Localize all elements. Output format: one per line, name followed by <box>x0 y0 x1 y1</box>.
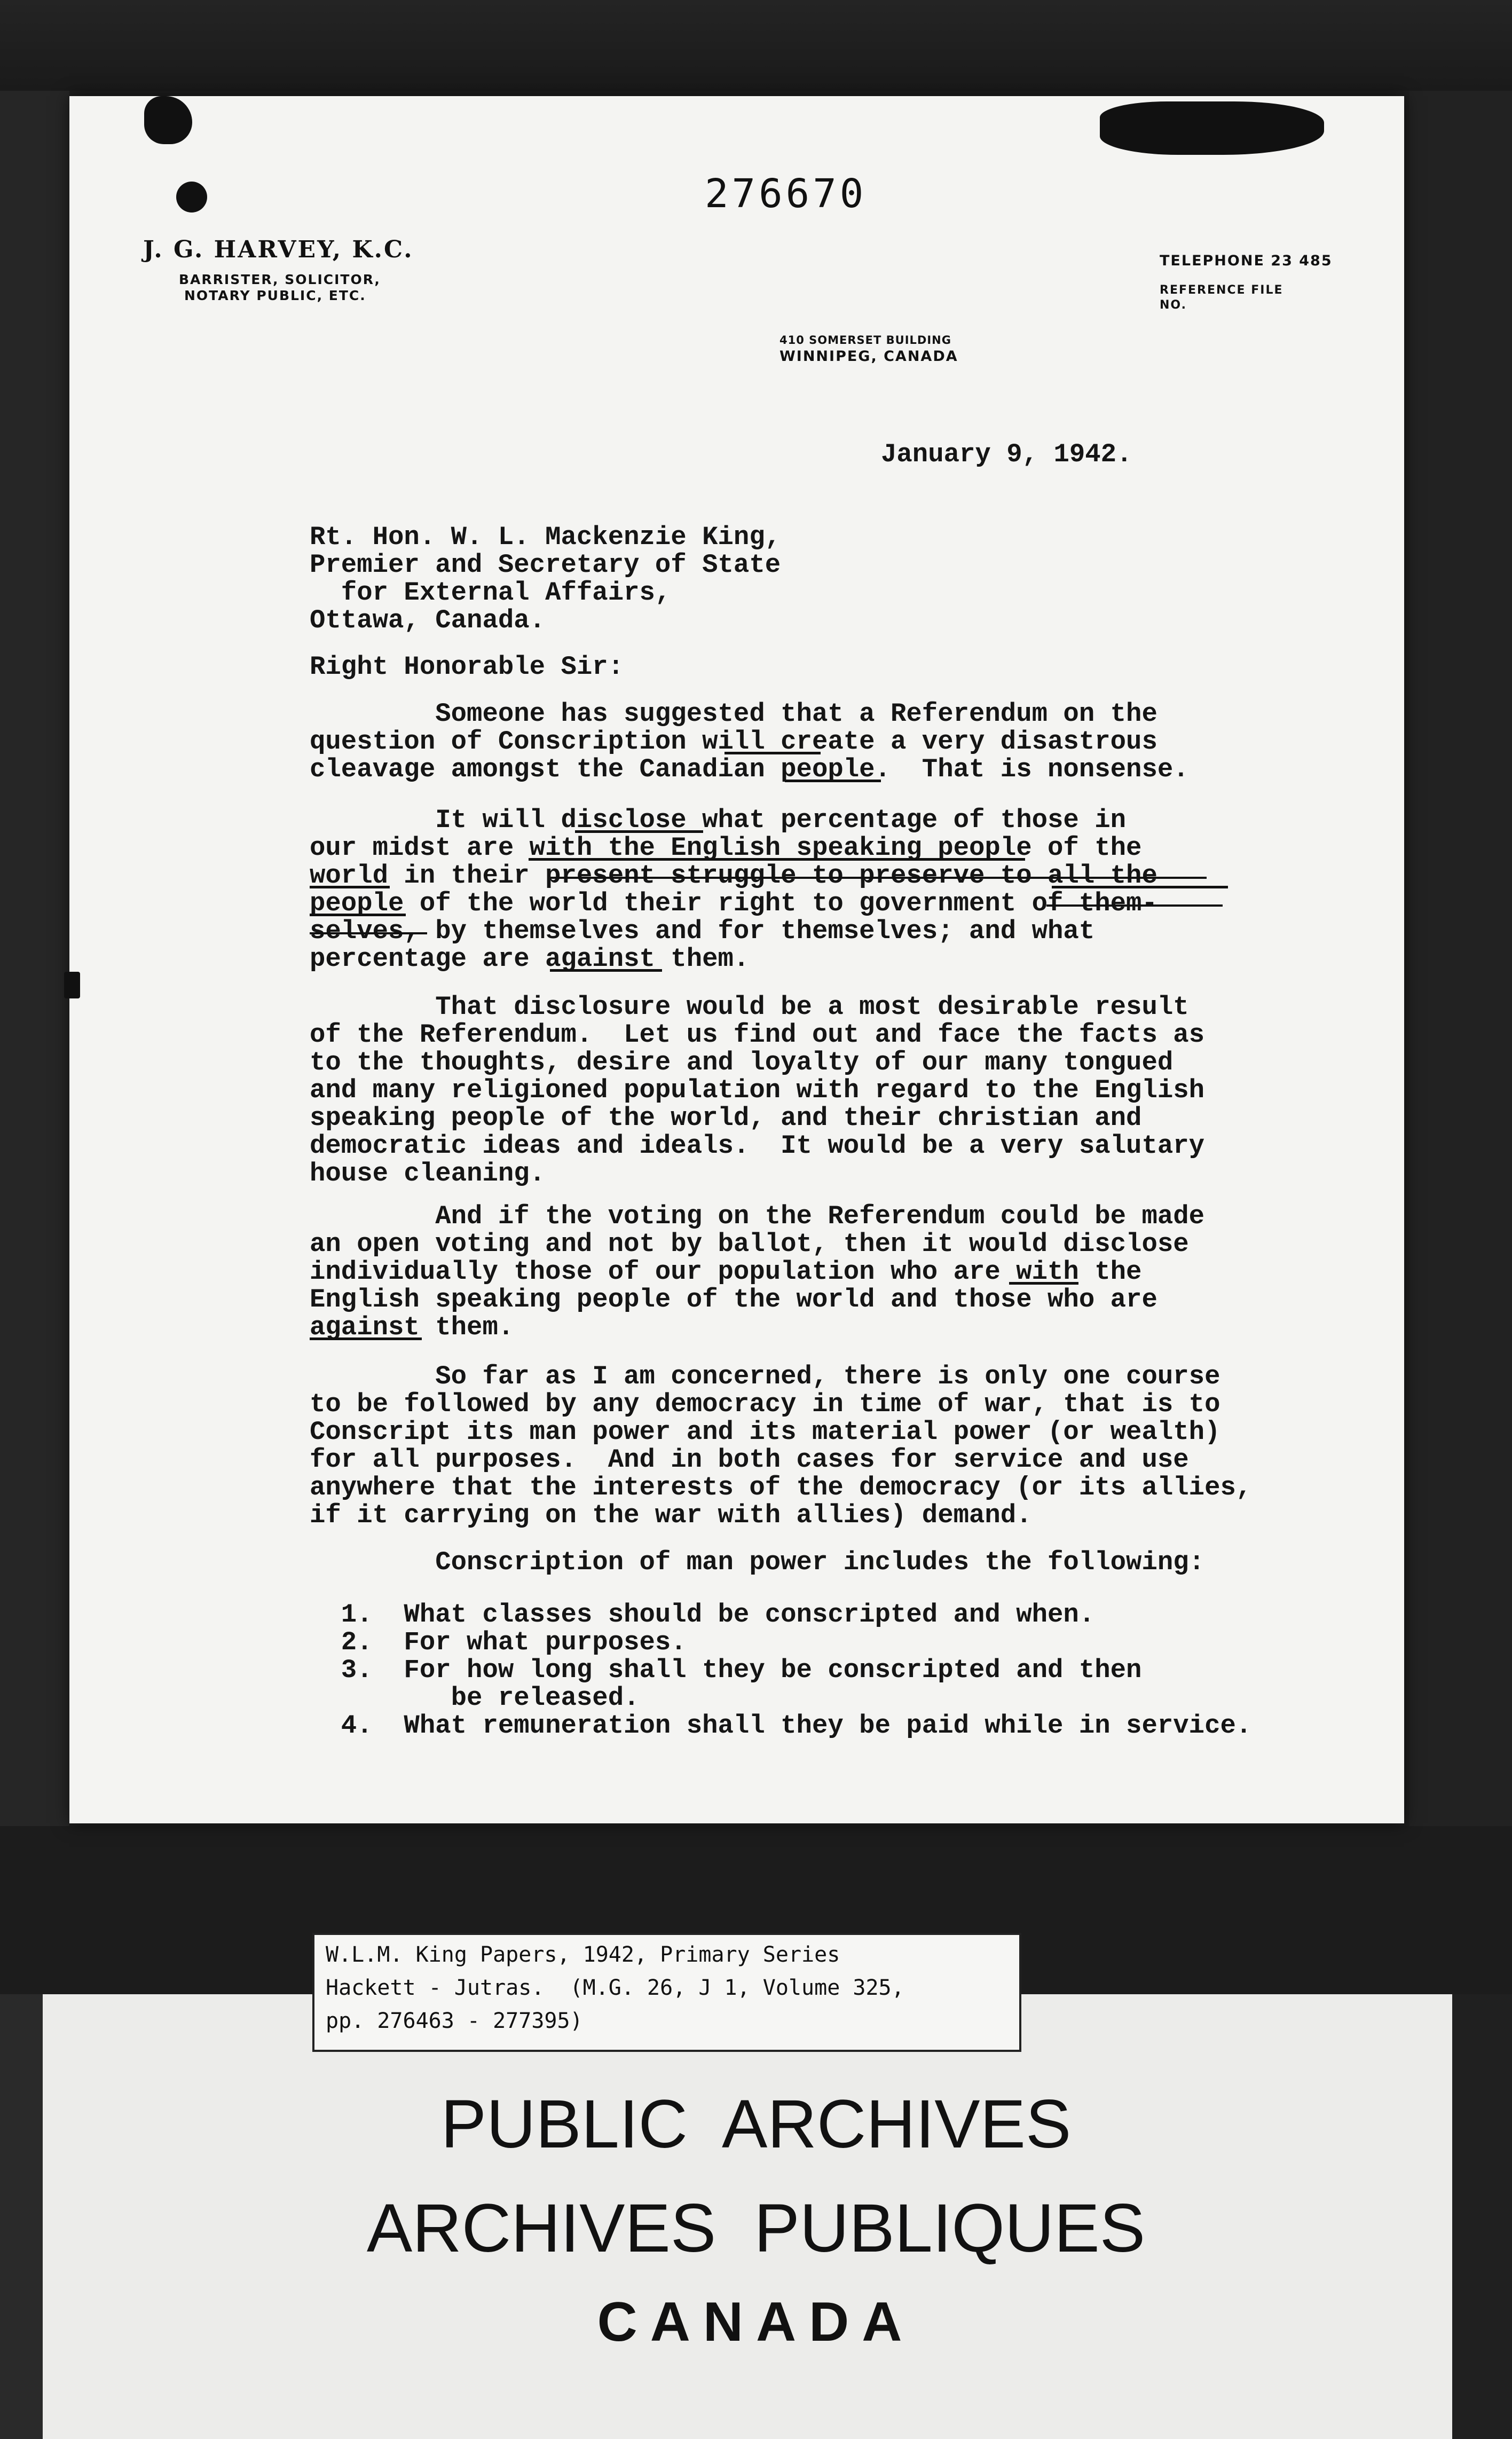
underline-mark <box>310 886 390 888</box>
letterhead-reference-no: NO. <box>1160 298 1187 312</box>
underline-mark <box>529 858 1025 861</box>
body-line: selves, by themselves and for themselves; and what <box>310 916 1095 946</box>
body-line: house cleaning. <box>310 1159 546 1189</box>
underline-mark <box>310 1337 422 1340</box>
strike-mark <box>1046 904 1223 907</box>
body-line: question of Conscription will create a very disastrous <box>310 727 1157 757</box>
ink-blot <box>1100 101 1324 155</box>
recipient-line: Ottawa, Canada. <box>310 605 546 635</box>
underline-mark <box>550 969 662 972</box>
document-number-stamp: 276670 <box>705 171 867 217</box>
list-item: 2. For what purposes. <box>310 1627 687 1657</box>
archive-reference-line: pp. 276463 - 277395) <box>326 2009 583 2033</box>
body-line: if it carrying on the war with allies) demand. <box>310 1500 1032 1530</box>
body-line: It will disclose what percentage of those in <box>310 805 1127 835</box>
body-line: cleavage amongst the Canadian people. That is nonsense. <box>310 754 1189 784</box>
letterhead-role: BARRISTER, SOLICITOR, <box>179 272 381 287</box>
body-line: And if the voting on the Referendum could be made <box>310 1201 1205 1231</box>
body-line: English speaking people of the world and those who are <box>310 1285 1157 1315</box>
body-line: an open voting and not by ballot, then it would disclose <box>310 1229 1189 1259</box>
punch-hole <box>176 182 207 213</box>
scan-frame-top <box>0 0 1512 91</box>
body-line: So far as I am concerned, there is only one course <box>310 1362 1220 1391</box>
body-line: world in their present struggle to preserve to all the <box>310 861 1157 891</box>
letter-page <box>69 96 1404 1823</box>
archive-title-en: PUBLIC ARCHIVES <box>440 2086 1072 2162</box>
underline-mark <box>724 752 821 754</box>
underline-mark <box>575 830 703 833</box>
body-line: anywhere that the interests of the democracy (or its allies, <box>310 1473 1252 1502</box>
body-line: to the thoughts, desire and loyalty of our many tongued <box>310 1048 1174 1077</box>
body-line: for all purposes. And in both cases for service and use <box>310 1445 1189 1475</box>
archive-reference-line: Hackett - Jutras. (M.G. 26, J 1, Volume 325, <box>326 1976 904 2000</box>
scan-frame-left <box>0 91 69 1853</box>
body-line: democratic ideas and ideals. It would be a very salutary <box>310 1131 1205 1161</box>
letterhead-role: NOTARY PUBLIC, ETC. <box>184 288 366 303</box>
scan-frame-right <box>1409 91 1512 1992</box>
body-line: individually those of our population who are with the <box>310 1257 1142 1287</box>
body-line: people of the world their right to government of them- <box>310 888 1157 918</box>
letterhead-city: WINNIPEG, CANADA <box>779 348 958 365</box>
underline-mark <box>1052 886 1228 888</box>
ink-blot <box>144 96 192 144</box>
body-line: of the Referendum. Let us find out and face the facts as <box>310 1020 1205 1050</box>
list-intro: Conscription of man power includes the following: <box>310 1547 1205 1577</box>
recipient-line: Premier and Secretary of State <box>310 550 781 580</box>
body-line: our midst are with the English speaking people of the <box>310 833 1142 863</box>
letterhead-address: 410 SOMERSET BUILDING <box>779 334 951 347</box>
list-item: 4. What remuneration shall they be paid while in service. <box>310 1711 1252 1741</box>
body-line: percentage are against them. <box>310 944 750 974</box>
archive-reference-line: W.L.M. King Papers, 1942, Primary Series <box>326 1942 840 1967</box>
list-item: 3. For how long shall they be conscripted and then <box>310 1655 1142 1685</box>
letterhead-reference: REFERENCE FILE <box>1160 284 1283 297</box>
letterhead-name: J. G. HARVEY, K.C. <box>143 236 414 263</box>
letter-date: January 9, 1942. <box>881 439 1132 469</box>
archive-title-country: CANADA <box>597 2291 915 2353</box>
body-line: Conscript its man power and its material power (or wealth) <box>310 1417 1220 1447</box>
list-item: be released. <box>310 1683 640 1713</box>
recipient-line: Rt. Hon. W. L. Mackenzie King, <box>310 522 781 552</box>
strike-mark <box>550 877 1207 879</box>
archive-title-fr: ARCHIVES PUBLIQUES <box>366 2190 1146 2267</box>
body-line: speaking people of the world, and their christian and <box>310 1103 1142 1133</box>
salutation: Right Honorable Sir: <box>310 652 624 682</box>
letterhead-telephone: TELEPHONE 23 485 <box>1160 253 1333 269</box>
body-line: and many religioned population with regard to the English <box>310 1075 1205 1105</box>
page-tab-mark <box>64 972 80 998</box>
list-item: 1. What classes should be conscripted and when. <box>310 1600 1095 1630</box>
body-line: against them. <box>310 1312 514 1342</box>
underline-mark <box>310 914 406 916</box>
body-line: That disclosure would be a most desirable result <box>310 992 1189 1022</box>
underline-mark <box>785 780 881 782</box>
recipient-line: for External Affairs, <box>310 578 671 608</box>
underline-mark <box>1009 1282 1078 1285</box>
body-line: Someone has suggested that a Referendum on the <box>310 699 1157 729</box>
body-line: to be followed by any democracy in time of war, that is to <box>310 1389 1220 1419</box>
strike-mark <box>310 932 427 934</box>
